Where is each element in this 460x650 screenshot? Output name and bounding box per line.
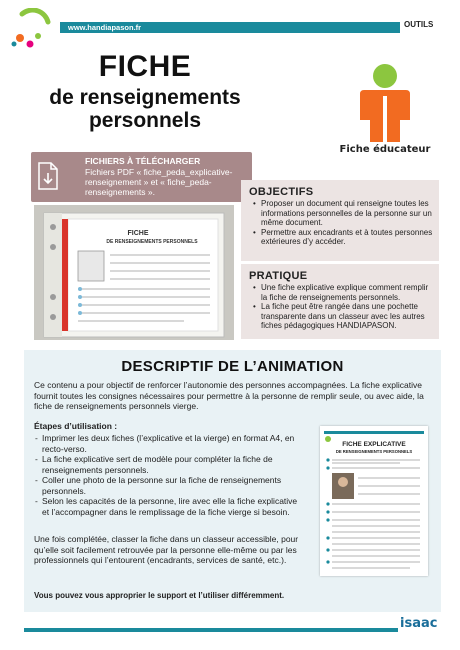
etape-item: - Coller une photo de la personne sur la fiche de renseignements personnels. bbox=[34, 475, 304, 496]
etapes-title: Étapes d’utilisation : bbox=[34, 421, 118, 431]
photo-sheet-subtitle: DE RENSEIGNEMENTS PERSONNELS bbox=[106, 239, 198, 245]
etape-item: - Imprimer les deux fiches (l’explicative et la vierge) en format A4, en recto-verso. bbox=[34, 433, 304, 454]
objectifs-box bbox=[241, 180, 439, 261]
logo-dot-teal bbox=[12, 42, 17, 47]
objectifs-item: • Permettre aux encadrants et à toutes personnes extérieures d’y accéder. bbox=[253, 228, 433, 247]
objectifs-list bbox=[241, 199, 439, 247]
page-subtitle-line1: de renseignements bbox=[49, 86, 241, 109]
site-url[interactable]: www.handiapason.fr bbox=[68, 23, 142, 32]
logo-dot-green bbox=[35, 33, 41, 39]
binder-photo bbox=[34, 205, 234, 340]
download-box[interactable] bbox=[31, 152, 252, 202]
logo-dot-orange bbox=[16, 34, 24, 42]
page-subtitle bbox=[30, 86, 260, 132]
pratique-title: PRATIQUE bbox=[249, 270, 308, 282]
isaac-logo: isaac bbox=[400, 616, 438, 631]
logo-dot-pink bbox=[27, 41, 34, 48]
fiche-explicative-thumbnail bbox=[320, 426, 428, 576]
descriptif-panel bbox=[24, 350, 441, 612]
download-description[interactable]: Fichiers PDF « fiche_peda_explicative-renseignement » et « fiche_peda-renseignements ». bbox=[85, 167, 233, 197]
page-title: FICHE bbox=[98, 50, 192, 83]
section-label: OUTILS bbox=[404, 20, 434, 29]
descriptif-conclusion: Une fois complétée, classer la fiche dans un classeur accessible, pour qu’elle soit facilement retrouvée par la personne elle-même ou par les professionnels qui l’entourent (encadrants, services de santé, etc.). bbox=[34, 534, 299, 565]
etapes-list bbox=[34, 433, 304, 517]
download-title: FICHIERS À TÉLÉCHARGER bbox=[85, 156, 201, 166]
page-subtitle-line2: personnels bbox=[88, 109, 202, 132]
footer-bar bbox=[24, 628, 398, 632]
objectifs-item: • Proposer un document qui renseigne toutes les informations personnelles de la personne sur un même document. bbox=[253, 199, 433, 228]
educator-label: Fiche éducateur bbox=[339, 144, 431, 155]
mini-fiche-subtitle: DE RENSEIGNEMENTS PERSONNELS bbox=[335, 449, 413, 454]
pratique-item: • La fiche peut être rangée dans une pochette transparente dans un classeur avec les autres fiches pédagogiques HANDIAPASON. bbox=[253, 302, 433, 331]
mini-fiche-title: FICHE EXPLICATIVE bbox=[342, 441, 406, 448]
handiapason-logo bbox=[8, 8, 56, 52]
etape-item: - Selon les capacités de la personne, lire avec elle la fiche explicative et l’accompagner dans le remplissage de la fiche vierge si besoin. bbox=[34, 496, 304, 517]
pratique-list bbox=[241, 283, 439, 331]
descriptif-final-note: Vous pouvez vous approprier le support et l’utiliser différemment. bbox=[34, 591, 285, 600]
descriptif-title: DESCRIPTIF DE L’ANIMATION bbox=[121, 358, 344, 375]
objectifs-title: OBJECTIFS bbox=[249, 186, 314, 198]
download-file-icon bbox=[37, 162, 59, 190]
descriptif-intro: Ce contenu a pour objectif de renforcer l’autonomie des personnes accompagnées. La fiche explicative fournit toutes les consignes nécessaires pour permettre à la personne de remplir seule, ou avec aide, la fiche de renseignements personnels vierge. bbox=[34, 380, 424, 411]
educator-person-icon bbox=[350, 62, 420, 142]
etape-item: - La fiche explicative sert de modèle pour compléter la fiche de renseignements personnels. bbox=[34, 454, 304, 475]
pratique-box bbox=[241, 264, 439, 339]
pratique-item: • Une fiche explicative explique comment remplir la fiche de renseignements personnels. bbox=[253, 283, 433, 302]
header-bar bbox=[60, 22, 400, 33]
photo-sheet-title: FICHE bbox=[127, 230, 149, 237]
